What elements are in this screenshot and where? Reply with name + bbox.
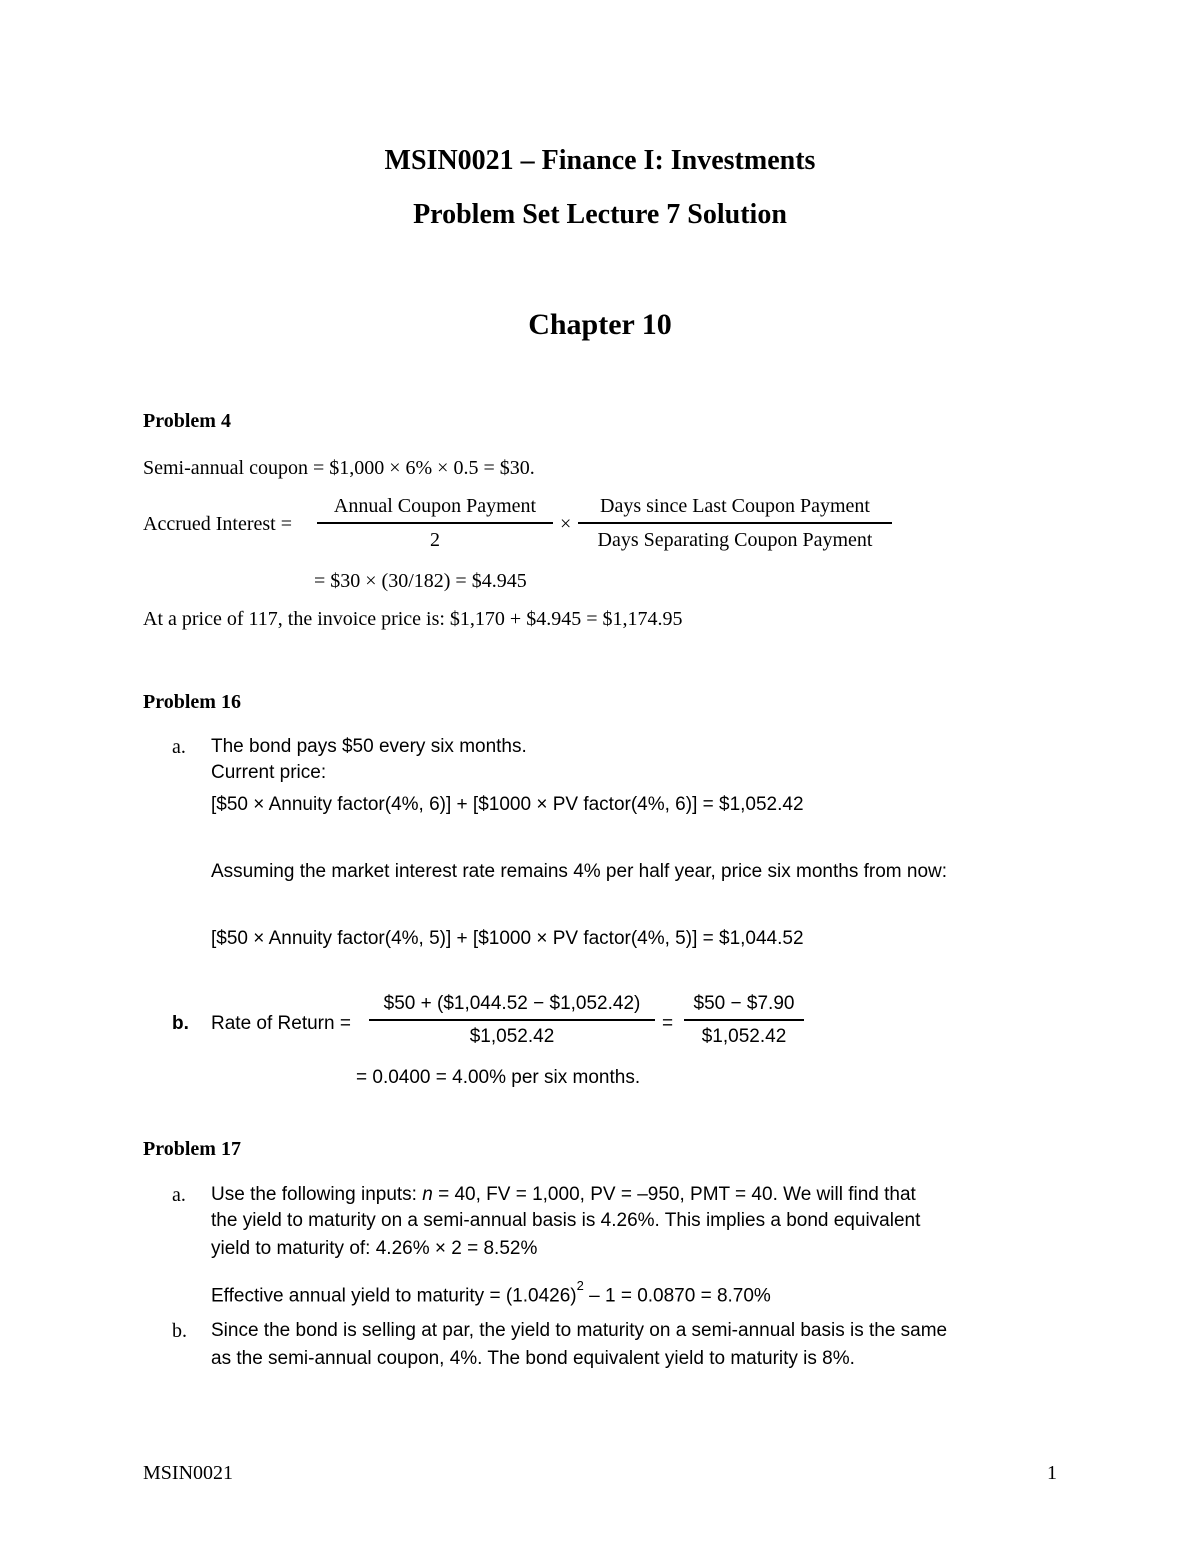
problem-17-heading: Problem 17 bbox=[143, 1138, 241, 1160]
return-fraction-1-numerator: $50 + ($1,044.52 − $1,052.42) bbox=[383, 993, 641, 1014]
list-marker-b: b. bbox=[172, 1013, 189, 1034]
p16-a-line-3: [$50 × Annuity factor(4%, 6)] + [$1000 × PV factor(4%, 6)] = $1,052.42 bbox=[211, 794, 804, 815]
times-sign: × bbox=[560, 513, 572, 535]
problem-4-heading: Problem 4 bbox=[143, 410, 231, 432]
p16-a-line-5: [$50 × Annuity factor(4%, 5)] + [$1000 × PV factor(4%, 5)] = $1,044.52 bbox=[211, 928, 804, 949]
chapter-heading: Chapter 10 bbox=[528, 308, 672, 341]
p17-a-line-4-suffix: – 1 = 0.0870 = 8.70% bbox=[583, 1285, 771, 1307]
p17-a-line-4-prefix: Effective annual yield to maturity = (1.0426) bbox=[211, 1285, 577, 1307]
problem-16-heading: Problem 16 bbox=[143, 691, 241, 713]
variable-n: n bbox=[422, 1184, 433, 1205]
fraction-bar bbox=[369, 1019, 655, 1021]
p16-a-line-2: Current price: bbox=[211, 762, 327, 783]
return-fraction-2-denominator: $1,052.42 bbox=[701, 1026, 787, 1047]
p17-a-line-1 bbox=[211, 1185, 916, 1204]
p17-a-line-3: yield to maturity of: 4.26% × 2 = 8.52% bbox=[211, 1238, 538, 1259]
document-subtitle: Problem Set Lecture 7 Solution bbox=[413, 199, 787, 230]
page-number: 1 bbox=[1047, 1462, 1057, 1484]
footer-course-code: MSIN0021 bbox=[143, 1462, 234, 1484]
fraction-bar bbox=[684, 1019, 804, 1021]
accrued-interest-result: = $30 × (30/182) = $4.945 bbox=[314, 570, 527, 592]
return-fraction-1 bbox=[369, 994, 655, 1046]
accrued-fraction-2-numerator: Days since Last Coupon Payment bbox=[600, 495, 870, 517]
return-fraction-2-numerator: $50 − $7.90 bbox=[693, 993, 795, 1014]
return-fraction-1-denominator: $1,052.42 bbox=[469, 1026, 555, 1047]
equals-sign: = bbox=[662, 1013, 674, 1034]
accrued-fraction-1 bbox=[317, 496, 553, 550]
p17-a-line-1-suffix: = 40, FV = 1,000, PV = –950, PMT = 40. We will find that bbox=[432, 1184, 916, 1205]
accrued-fraction-2-denominator: Days Separating Coupon Payment bbox=[597, 529, 873, 551]
p17-b-line-2: as the semi-annual coupon, 4%. The bond equivalent yield to maturity is 8%. bbox=[211, 1348, 855, 1369]
accrued-fraction-1-denominator: 2 bbox=[430, 529, 440, 551]
p17-a-line-4 bbox=[211, 1278, 771, 1307]
rate-of-return-label: Rate of Return = bbox=[211, 1013, 351, 1034]
p17-a-line-2: the yield to maturity on a semi-annual basis is 4.26%. This implies a bond equivalent bbox=[211, 1210, 921, 1231]
p16-a-line-4: Assuming the market interest rate remains 4% per half year, price six months from now: bbox=[211, 861, 948, 882]
p17-b-line-1: Since the bond is selling at par, the yield to maturity on a semi-annual basis is the same bbox=[211, 1320, 948, 1341]
p16-a-line-1: The bond pays $50 every six months. bbox=[211, 736, 527, 757]
fraction-bar bbox=[317, 522, 553, 524]
return-fraction-2 bbox=[684, 994, 804, 1046]
exponent: 2 bbox=[576, 1278, 584, 1293]
list-marker-b: b. bbox=[172, 1320, 187, 1342]
invoice-price-line: At a price of 117, the invoice price is: $1,170 + $4.945 = $1,174.95 bbox=[143, 608, 683, 630]
list-marker-a: a. bbox=[172, 736, 186, 758]
rate-of-return-result: = 0.0400 = 4.00% per six months. bbox=[356, 1067, 641, 1088]
fraction-bar bbox=[578, 522, 892, 524]
accrued-fraction-1-numerator: Annual Coupon Payment bbox=[333, 495, 537, 517]
document-title: MSIN0021 – Finance I: Investments bbox=[384, 145, 816, 176]
p17-a-line-1-prefix: Use the following inputs: bbox=[211, 1184, 423, 1205]
semi-annual-coupon-line: Semi-annual coupon = $1,000 × 6% × 0.5 = $30. bbox=[143, 457, 535, 479]
list-marker-a: a. bbox=[172, 1184, 186, 1206]
accrued-interest-label: Accrued Interest = bbox=[143, 513, 292, 535]
accrued-fraction-2 bbox=[578, 496, 892, 550]
